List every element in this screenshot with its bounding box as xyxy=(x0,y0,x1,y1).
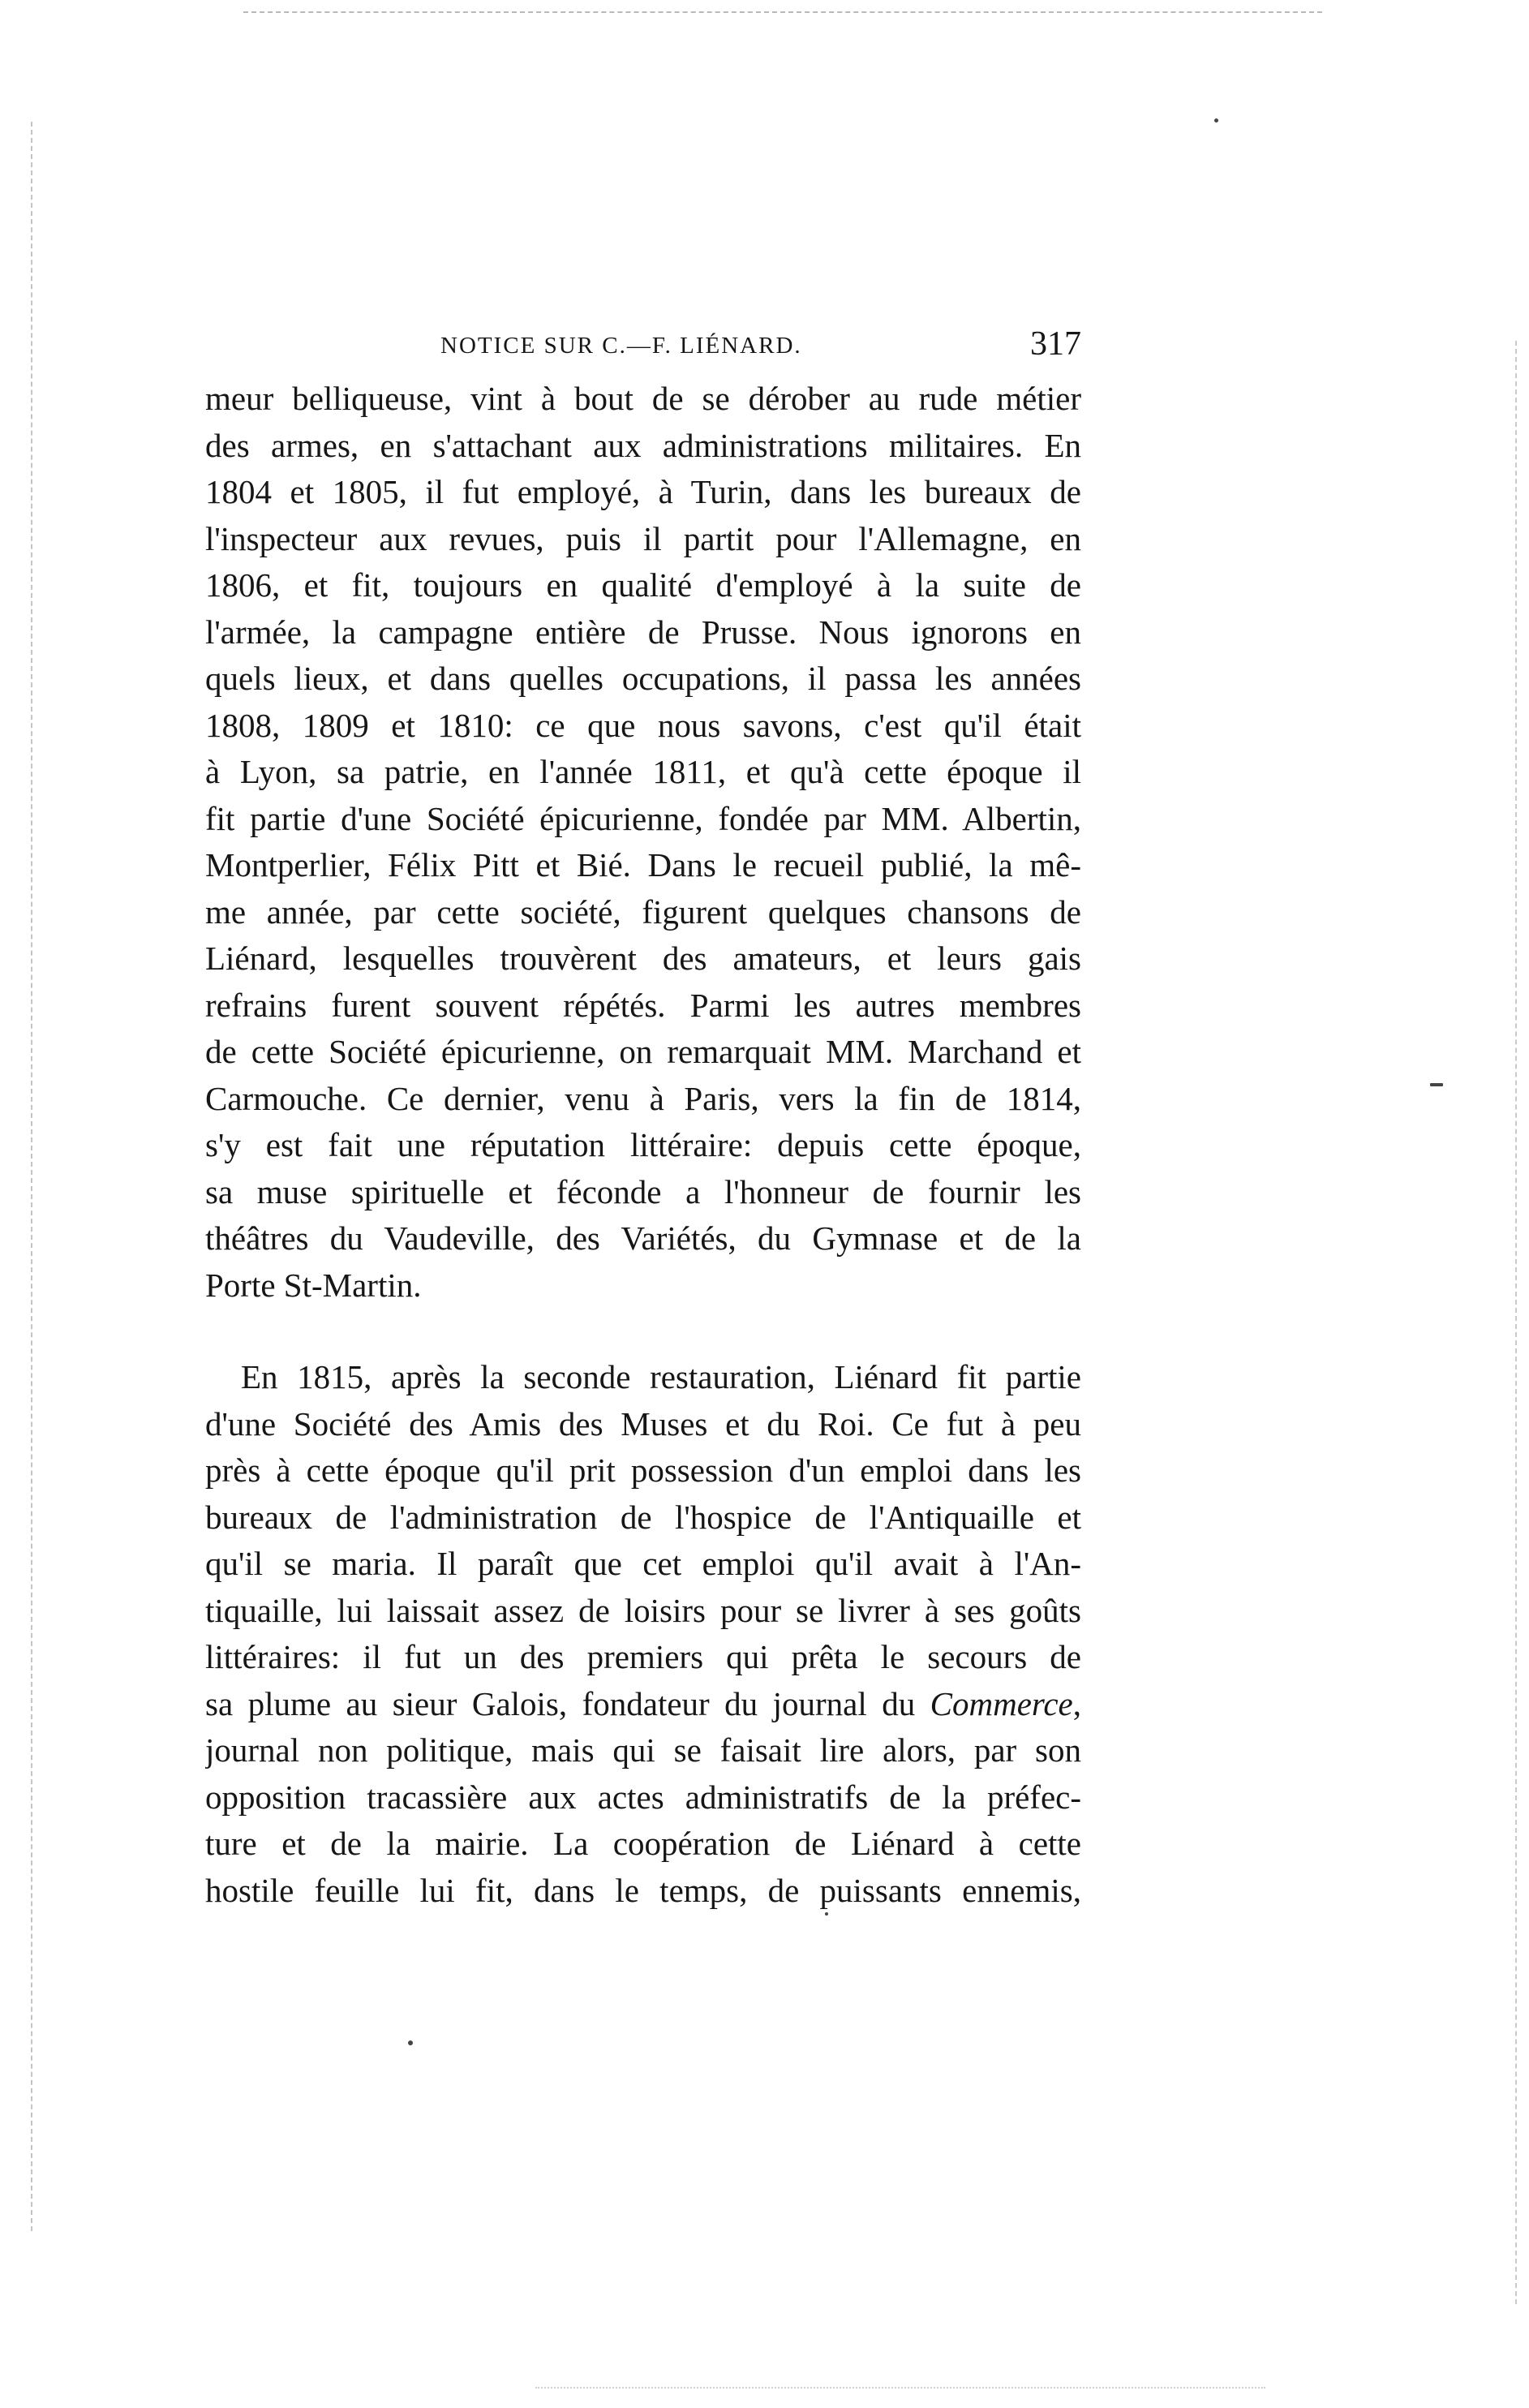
text-line: d'une Société des Amis des Muses et du Roi. Ce fut à peu xyxy=(205,1404,1081,1443)
text-line: fit partie d'une Société épicurienne, fondée par MM. Albertin, xyxy=(205,799,1081,837)
body-text xyxy=(205,376,1081,1914)
text-line: s'y est fait une réputation littéraire: depuis cette époque, xyxy=(205,1126,1081,1163)
paragraph xyxy=(205,376,1081,1309)
text-line: à Lyon, sa patrie, en l'année 1811, et qu'à cette époque il xyxy=(205,753,1081,790)
text-line: Montperlier, Félix Pitt et Bié. Dans le recueil publié, la mê- xyxy=(205,846,1081,884)
scan-margin-left xyxy=(31,122,32,2231)
text-line-with-italic xyxy=(205,1681,1081,1728)
text-line: tiquaille, lui laissait assez de loisirs pour se livrer à ses goûts xyxy=(205,1591,1081,1629)
text-line: qu'il se maria. Il paraît que cet emploi qu'il avait à l'An- xyxy=(205,1545,1081,1582)
text-line: meur belliqueuse, vint à bout de se dérober au rude métier xyxy=(205,380,1081,417)
text-line: quels lieux, et dans quelles occupations, il passa les années xyxy=(205,660,1081,697)
text-segment: , xyxy=(1072,1684,1081,1722)
text-line: théâtres du Vaudeville, des Variétés, du Gymnase et de la xyxy=(205,1219,1081,1257)
text-line: En 1815, après la seconde restauration, Liénard fit partie xyxy=(241,1358,1081,1395)
scan-speck xyxy=(1430,1083,1443,1086)
text-line: hostile feuille lui fit, dans le temps, de puissants ennemis, xyxy=(205,1871,1081,1909)
text-line: bureaux de l'administration de l'hospice de l'Antiquaille et xyxy=(205,1498,1081,1536)
text-line: l'armée, la campagne entière de Prusse. Nous ignorons en xyxy=(205,613,1081,651)
paragraph xyxy=(205,1354,1081,1914)
scan-edge-bottom xyxy=(535,2387,1265,2389)
scan-edge-top xyxy=(243,11,1322,13)
text-line: Porte St-Martin. xyxy=(205,1266,422,1304)
text-line: des armes, en s'attachant aux administrations militaires. En xyxy=(205,426,1081,464)
text-line: me année, par cette société, figurent quelques chansons de xyxy=(205,892,1081,931)
text-line: journal non politique, mais qui se faisait lire alors, par son xyxy=(205,1731,1081,1769)
text-segment: sa plume au sieur Galois, fondateur du journal du xyxy=(205,1684,930,1722)
scan-speck xyxy=(1214,118,1218,123)
running-head xyxy=(205,325,1081,373)
text-line: l'inspecteur aux revues, puis il partit pour l'Allemagne, en xyxy=(205,519,1081,557)
italic-journal-title: Commerce xyxy=(930,1684,1073,1722)
text-line: ture et de la mairie. La coopération de Liénard à cette xyxy=(205,1825,1081,1862)
text-line: près à cette époque qu'il prit possession d'un emploi dans les xyxy=(205,1451,1081,1489)
text-line: 1806, et fit, toujours en qualité d'employé à la suite de xyxy=(205,566,1081,604)
text-line: Liénard, lesquelles trouvèrent des amateurs, et leurs gais xyxy=(205,940,1081,977)
scan-margin-right xyxy=(1515,341,1517,2304)
text-line: de cette Société épicurienne, on remarquait MM. Marchand et xyxy=(205,1033,1081,1070)
text-line: opposition tracassière aux actes administratifs de la préfec- xyxy=(205,1778,1081,1816)
text-line: 1804 et 1805, il fut employé, à Turin, dans les bureaux de xyxy=(205,473,1081,510)
scan-speck xyxy=(408,2040,413,2045)
text-line: littéraires: il fut un des premiers qui prêta le secours de xyxy=(205,1638,1081,1675)
page-number: 317 xyxy=(1030,325,1081,363)
text-line: refrains furent souvent répétés. Parmi les autres membres xyxy=(205,986,1081,1024)
running-head-title: NOTICE SUR C.—F. LIÉNARD. xyxy=(440,333,802,359)
text-line: 1808, 1809 et 1810: ce que nous savons, c'est qu'il était xyxy=(205,706,1081,744)
text-line: sa muse spirituelle et féconde a l'honneur de fournir les xyxy=(205,1172,1081,1210)
text-line: Carmouche. Ce dernier, venu à Paris, vers la fin de 1814, xyxy=(205,1079,1081,1117)
